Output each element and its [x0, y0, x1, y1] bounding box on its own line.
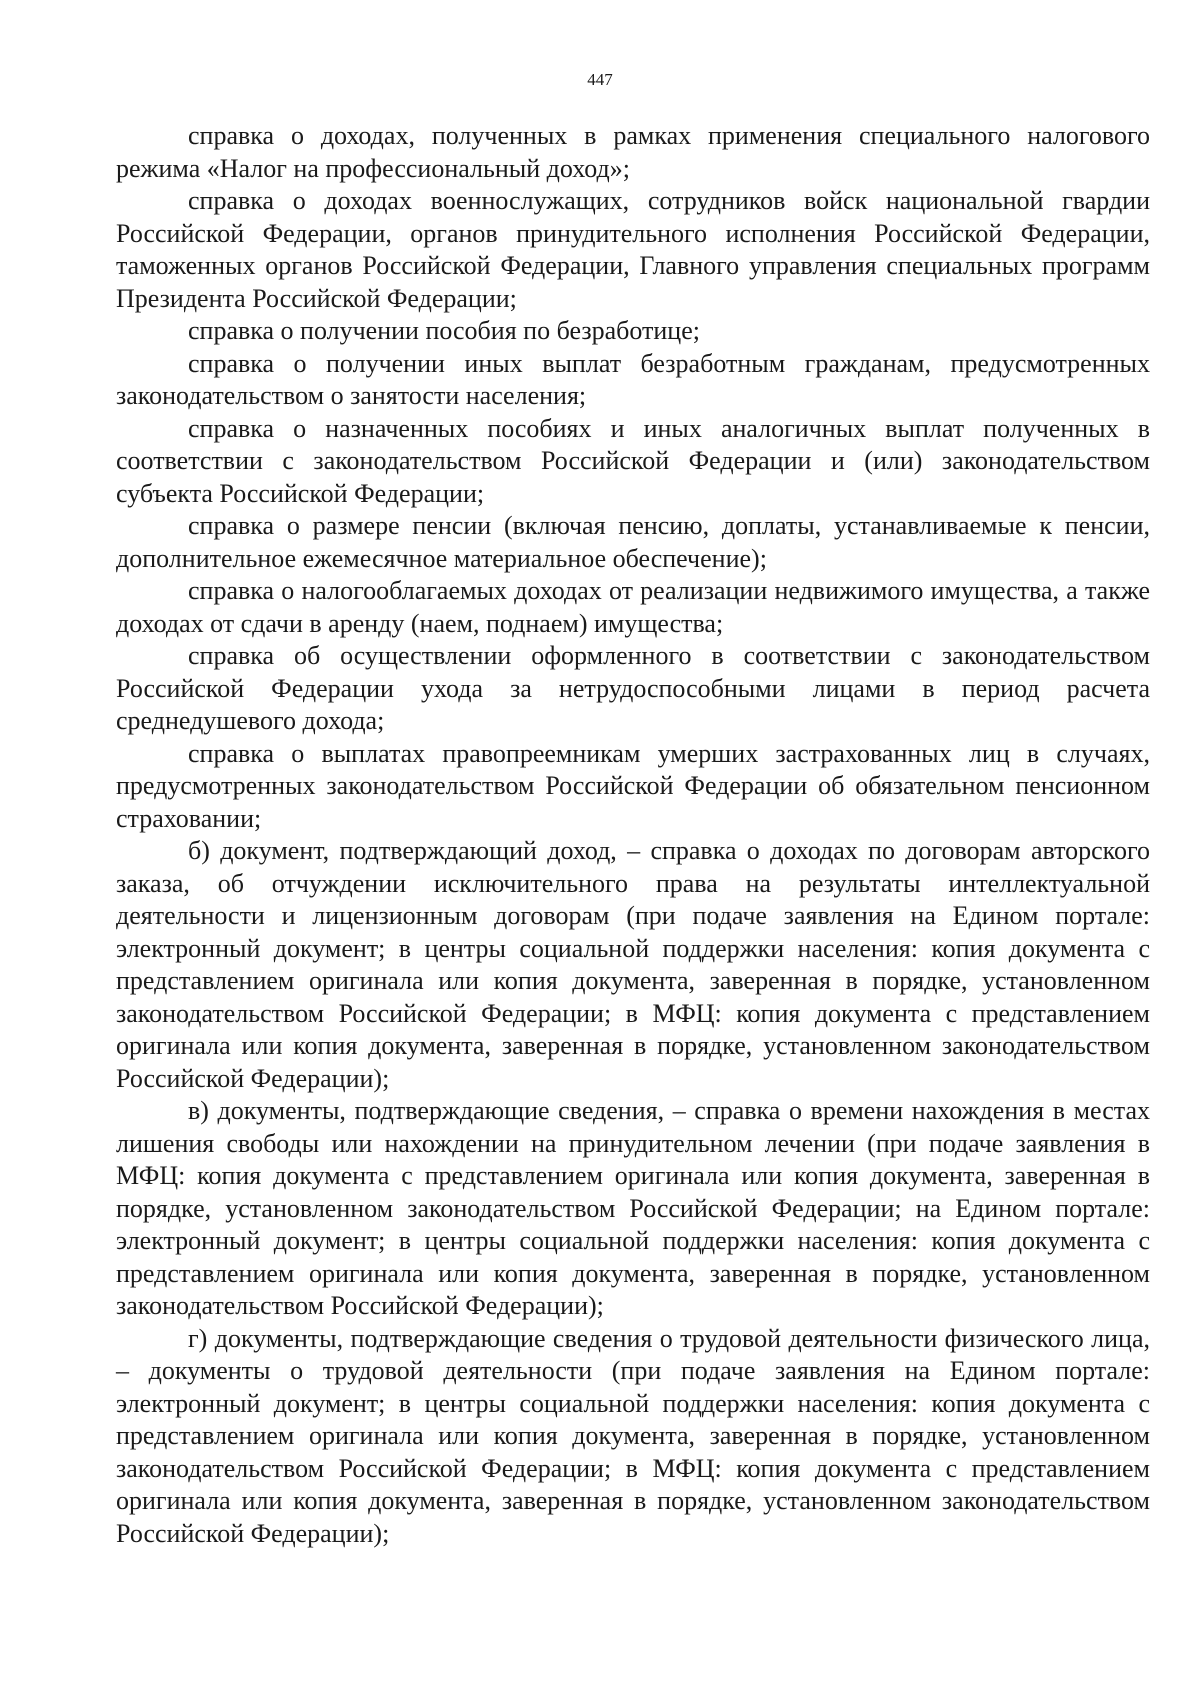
paragraph-pension-amount: справка о размере пенсии (включая пенсию, доплаты, устанавливаемые к пенсии, дополнительное ежемесячное материальное обеспечение); — [116, 511, 1150, 573]
paragraph-assigned-benefits: справка о назначенных пособиях и иных аналогичных выплат полученных в соответствии с законодательством Российской Федерации и (или) законодательством субъекта Российской Федерации; — [116, 413, 1150, 508]
paragraph-item-v-detention-info: в) документы, подтверждающие сведения, – справка о времени нахождения в местах лишения свободы или нахождении на принудительном лечении (при подаче заявления в МФЦ: копия документа с представлением оригинала или копия документа, заверенная в порядке, установленном законодательством Российской Федерации; на Едином портале: электронный документ; в центры социальной поддержки населения: копия документа с представлением оригинала или копия документа, заверенная в порядке, установленном законодательством Российской Федерации); — [116, 1096, 1150, 1320]
paragraph-income-professional-tax: справка о доходах, полученных в рамках применения специального налогового режима «Налог на профессиональный доход»; — [116, 121, 1150, 183]
page-number: 447 — [587, 70, 613, 89]
paragraph-income-military: справка о доходах военнослужащих, сотрудников войск национальной гвардии Российской Федерации, органов принудительного исполнения Российской Федерации, таможенных органов Российской Федерации, Главного управления специальных программ Президента Российской Федерации; — [116, 186, 1150, 313]
paragraph-real-estate-income: справка о налогооблагаемых доходах от реализации недвижимого имущества, а также доходах от сдачи в аренду (наем, поднаем) имущества; — [116, 576, 1150, 638]
paragraph-item-b-authors-income: б) документ, подтверждающий доход, – справка о доходах по договорам авторского заказа, об отчуждении исключительного права на результаты интеллектуальной деятельности и лицензионным договорам (при подаче заявления на Едином портале: электронный документ; в центры социальной поддержки населения: копия документа с представлением оригинала или копия документа, заверенная в порядке, установленном законодательством Российской Федерации; в МФЦ: копия документа с представлением оригинала или копия документа, заверенная в порядке, установленном законодательством Российской Федерации); — [116, 836, 1150, 1093]
paragraph-item-g-labor-activity: г) документы, подтверждающие сведения о трудовой деятельности физического лица, – документы о трудовой деятельности (при подаче заявления на Едином портале: электронный документ; в центры социальной поддержки населения: копия документа с представлением оригинала или копия документа, заверенная в порядке, установленном законодательством Российской Федерации; в МФЦ: копия документа с представлением оригинала или копия документа, заверенная в порядке, установленном законодательством Российской Федерации); — [116, 1323, 1150, 1548]
document-body — [116, 120, 1150, 1550]
paragraph-successor-payments: справка о выплатах правопреемникам умерших застрахованных лиц в случаях, предусмотренных законодательством Российской Федерации об обязательном пенсионном страховании; — [116, 738, 1150, 833]
paragraph-unemployment-benefit: справка о получении пособия по безработице; — [188, 316, 700, 345]
paragraph-care-for-disabled: справка об осуществлении оформленного в соответствии с законодательством Российской Федерации ухода за нетрудоспособными лицами в период расчета среднедушевого дохода; — [116, 641, 1150, 735]
paragraph-other-unemployment-payments: справка о получении иных выплат безработным гражданам, предусмотренных законодательством о занятости населения; — [116, 348, 1150, 410]
